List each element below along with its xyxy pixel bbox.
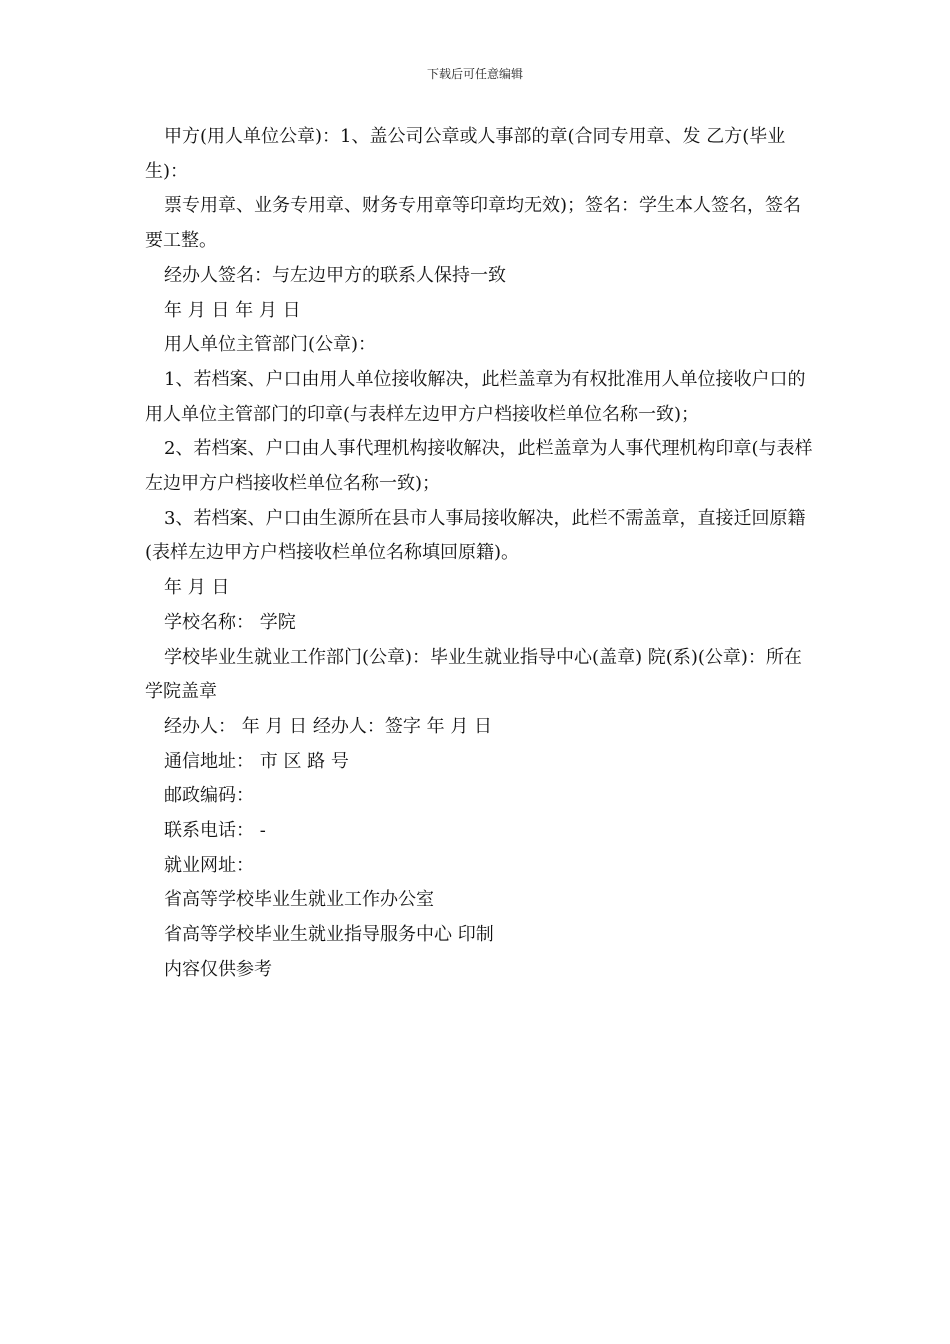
paragraph-supervisor-seal: 用人单位主管部门(公章)： [164, 334, 377, 356]
paragraph-handlers-date: 经办人： 年 月 日 经办人：签字 年 月 日 [164, 715, 493, 737]
paragraph-seal-rules: 票专用章、业务专用章、财务专用章等印章均无效)；签名：学生本人签名，签名要工整。 [145, 195, 802, 252]
paragraph-office-name: 省高等学校毕业生就业工作办公室 [164, 889, 434, 911]
paragraph-date-line-1: 年 月 日 年 月 日 [164, 299, 301, 321]
paragraph-rule-1: 1、若档案、户口由用人单位接收解决，此栏盖章为有权批准用人单位接收户口的用人单位主管部门的印章(与表样左边甲方户档接收栏单位名称一致)； [145, 368, 806, 425]
paragraph-rule-3: 3、若档案、户口由生源所在县市人事局接收解决，此栏不需盖章，直接迁回原籍(表样左边甲方户档接收栏单位名称填回原籍)。 [145, 507, 806, 564]
paragraph-reference-note: 内容仅供参考 [164, 958, 272, 980]
paragraph-postal-code: 邮政编码： [164, 785, 254, 807]
paragraph-school-name: 学校名称： 学院 [164, 611, 296, 633]
paragraph-phone: 联系电话： - [164, 820, 266, 842]
paragraph-handler-signature: 经办人签名：与左边甲方的联系人保持一致 [164, 264, 506, 286]
paragraph-date-line-2: 年 月 日 [164, 577, 230, 599]
paragraph-address: 通信地址： 市 区 路 号 [164, 750, 349, 772]
paragraph-school-office-seal: 学校毕业生就业工作部门(公章)：毕业生就业指导中心(盖章) 院(系)(公章)：所在学院盖章 [145, 646, 802, 703]
paragraph-party-a-seal: 甲方(用人单位公章)：1、盖公司公章或人事部的章(合同专用章、发 乙方(毕业生)： [145, 126, 786, 182]
paragraph-website: 就业网址： [164, 854, 254, 876]
paragraph-rule-2: 2、若档案、户口由人事代理机构接收解决，此栏盖章为人事代理机构印章(与表样左边甲方户档接收栏单位名称一致)； [145, 438, 813, 495]
page-header: 下载后可任意编辑 [426, 67, 523, 81]
paragraph-center-print: 省高等学校毕业生就业指导服务中心 印制 [164, 924, 494, 946]
document-body [145, 120, 817, 988]
